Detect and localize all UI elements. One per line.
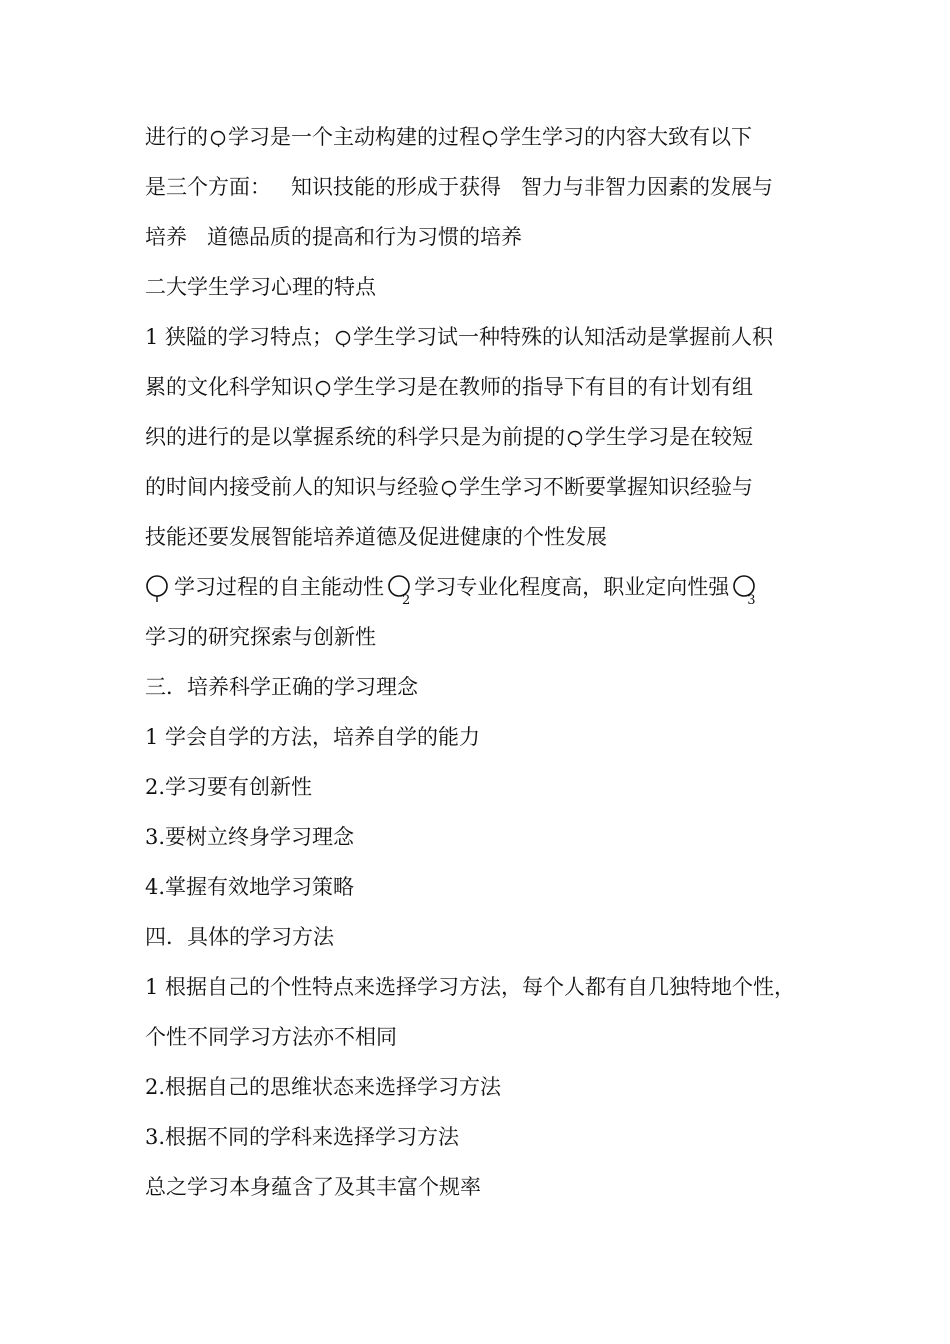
text-line (142, 562, 825, 612)
text-segment: 学生学习是在较短 (585, 425, 753, 449)
text-segment: 学生学习试一种特殊的认知活动是掌握前人积 (353, 325, 774, 349)
text-segment: 学生学习的内容大致有以下 (500, 125, 752, 149)
text-segment: 道德品质的提高和行为习惯的培养 (207, 225, 522, 249)
text-line (145, 362, 825, 412)
text-segment: 个性不同学习方法亦不相同 (145, 1025, 397, 1049)
text-segment: 3.要树立终身学习理念 (145, 825, 355, 849)
text-segment: 4.掌握有效地学习策略 (145, 875, 355, 899)
list-item (145, 1112, 825, 1162)
text-segment: 三．培养科学正确的学习理念 (145, 675, 418, 699)
text-line (145, 412, 825, 462)
text-segment: 智力与非智力因素的发展与 (521, 175, 773, 199)
circle-marker-icon (481, 128, 499, 150)
text-line (145, 162, 825, 212)
text-segment: 累的文化科学知识 (145, 375, 313, 399)
text-segment: 3.根据不同的学科来选择学习方法 (145, 1125, 460, 1149)
text-segment: 2.根据自己的思维状态来选择学习方法 (145, 1075, 502, 1099)
text-segment: 学习是一个主动构建的过程 (228, 125, 480, 149)
text-line (145, 1012, 825, 1062)
section-heading (145, 262, 825, 312)
text-segment: 1 学会自学的方法，培养自学的能力 (145, 725, 481, 749)
text-segment: 是三个方面： (145, 175, 271, 199)
text-segment: 1 根据自己的个性特点来选择学习方法，每个人都有自几独特地个性， (145, 975, 796, 999)
text-segment: 进行的 (145, 125, 208, 149)
text-segment: 技能还要发展智能培养道德及促进健康的个性发展 (145, 525, 607, 549)
text-segment: 知识技能的形成于获得 (291, 175, 501, 199)
circle-marker-icon (209, 128, 227, 150)
circle-marker-icon (314, 378, 332, 400)
list-item (145, 862, 825, 912)
section-heading (145, 912, 825, 962)
document-body (145, 112, 825, 1212)
text-segment: 学习过程的自主能动性 (174, 575, 384, 599)
text-segment: 学生学习不断要掌握知识经验与 (459, 475, 753, 499)
text-segment: 1 狭隘的学习特点； (145, 325, 334, 349)
list-item (145, 762, 825, 812)
text-segment: 学习的研究探索与创新性 (145, 625, 376, 649)
circle-marker-icon (440, 478, 458, 500)
text-segment: 四．具体的学习方法 (145, 925, 334, 949)
text-segment: 二大学生学习心理的特点 (145, 275, 376, 299)
list-item (145, 712, 825, 762)
text-line (145, 462, 825, 512)
list-item (145, 1062, 825, 1112)
text-line (145, 1162, 825, 1212)
text-line (145, 312, 825, 362)
list-item (145, 812, 825, 862)
circle-marker-icon (144, 574, 172, 604)
circle-marker-icon (334, 328, 352, 350)
marker-number: 3 (747, 593, 756, 608)
text-segment: 总之学习本身蕴含了及其丰富个规率 (145, 1175, 481, 1199)
marker-number: 2 (402, 593, 411, 608)
text-segment: 织的进行的是以掌握系统的科学只是为前提的 (145, 425, 565, 449)
text-line (145, 112, 825, 162)
list-item (145, 962, 825, 1012)
text-line (145, 212, 825, 262)
section-heading (145, 662, 825, 712)
text-line (145, 512, 825, 562)
text-segment: 2.学习要有创新性 (145, 775, 313, 799)
text-segment: 培养 (145, 225, 187, 249)
text-segment: 的时间内接受前人的知识与经验 (145, 475, 439, 499)
circle-marker-icon (566, 428, 584, 450)
text-segment: 学习专业化程度高，职业定向性强 (414, 575, 730, 599)
text-line (145, 612, 825, 662)
text-segment: 学生学习是在教师的指导下有目的有计划有组 (333, 375, 753, 399)
